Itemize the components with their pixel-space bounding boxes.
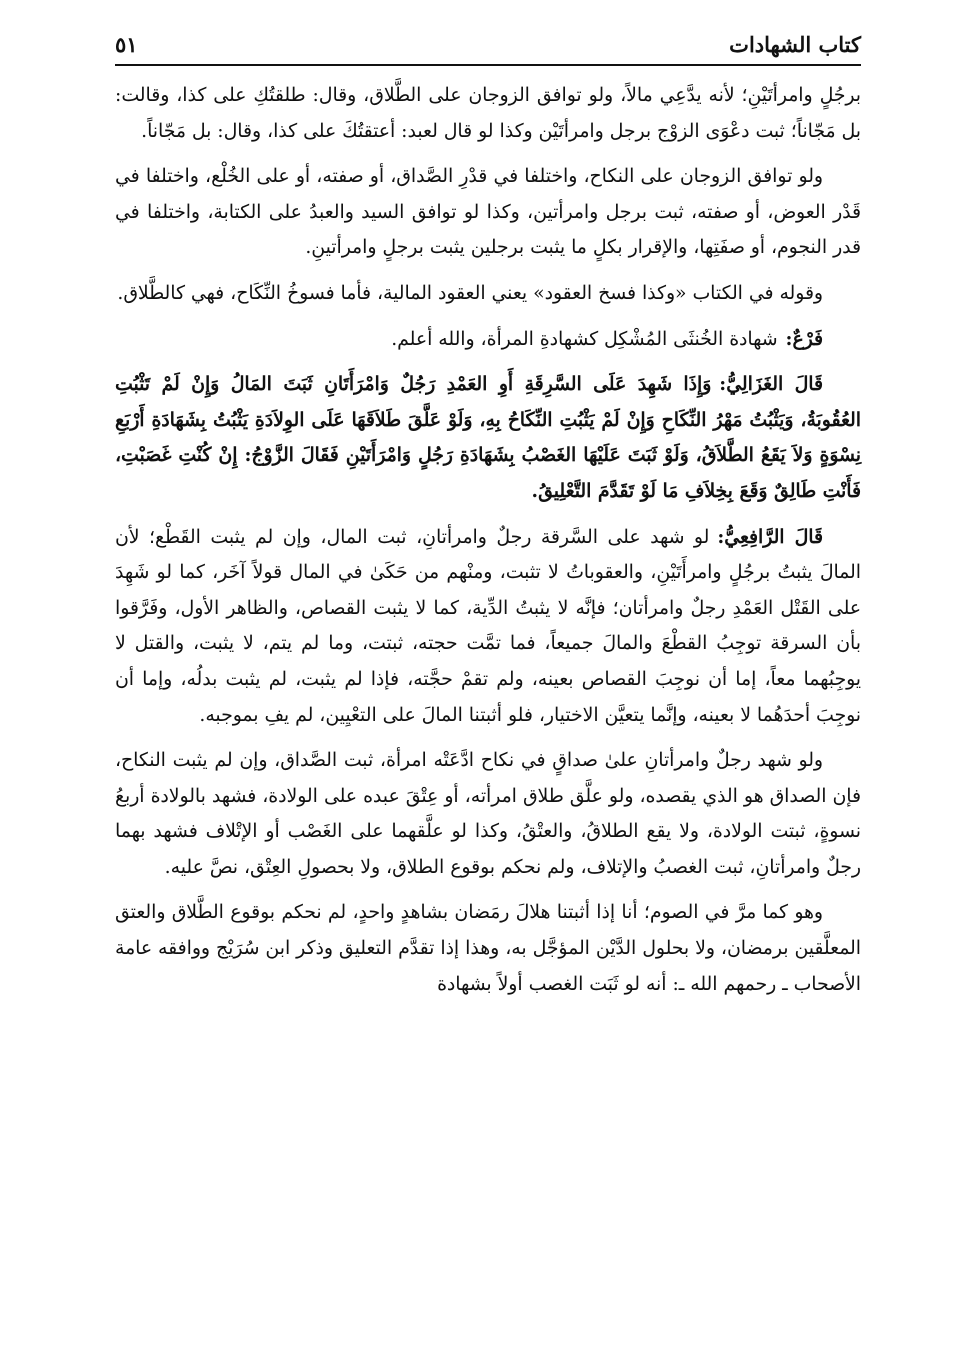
paragraph-text: وَإِذَا شَهِدَ عَلَى السَّرِقَةِ أَوِ العَمْدِ رَجُلٌ وَامْرَأَتَانِ ثَبَتَ المَالُ وَإِنْ لَمْ تَثْبُتِ العُقُوبَةُ، وَيَثْبُتُ مَهْرُ النِّكَاحِ وَإِنْ لَمْ يَثْبُتِ النِّكَاحُ بِهِ، وَلَوْ عَلَّقَ طَلاَقَهَا عَلَى الوِلاَدَةِ يَثْبُتُ بِشَهَادَةِ أَرْبَعِ نِسْوَةٍ وَلاَ يَقَعُ الطَّلاَقُ، وَلَوْ ثَبَتَ عَلَيْهَا الغَصْبُ بِشَهَادَةِ رَجُلٍ وَامْرَأَتَيْنِ فَقَالَ الزَّوْجُ: إِنْ كُنْتِ غَصَبْتِ، فَأَنْتِ طَالِقٌ وَقَعَ بِخِلاَفِ مَا لَوْ تَقَدَّمَ التَّعْلِيقُ.	[115, 373, 861, 502]
page-number: ٥١	[115, 32, 138, 57]
paragraph-text: لو شهد على السَّرقة رجلٌ وامرأتانِ، ثبت المال، وإن لم يثبت القَطْع؛ لأن المالَ يثبتُ برجُلٍ وامرأَتَيْنِ، والعقوباتُ لا تثبت، ومنْهم من حَكَىٰ في المال قولاً آخَر، كما لو شَهِدَ على القَتْل العَمْدِ رجلٌ وامرأتان؛ فإنَّه لا يثبتُ الدِّية، كما لا يثبت القصاص، والظاهر الأول، وفَرَّقوا بأن السرقة توجِبُ القطْعَ والمالَ جميعاً، فما تمَّت حجته، ثبتت، وما لم يتم، لا يثبت، والقتل لا يوجِبُهما معاً، إما أن نوجِبَ القصاص بعينه، ولم تقمْ حجَّته، فإذا لم يثبت، لم يثبت بدلُه، وإما أن نوجِبَ أحدَهُما لا بعينه، وإنَّما يتعيَّن الاختيار، فلو أثبتنا المالَ على التعْيِين، لم يفِ بموجبه.	[115, 526, 861, 726]
paragraph-5-ghazali	[115, 367, 861, 509]
book-page	[115, 30, 861, 1012]
page-header	[115, 30, 861, 66]
paragraph-lead: فَرْعٌ:	[785, 327, 823, 350]
paragraph-text: ولو توافق الزوجان على النكاح، واختلفا في قدْرِ الصَّداق، أو صفته، أو على الخُلْع، واختلفا في قَدْر العوض، أو صفته، ثبت برجل وامرأتين، وكذا لو توافق السيد والعبدُ على الكتابة، واختلفا في قدر النجوم، أو صفَتِها، والإقرار بكلٍ ما يثبت برجلين يثبت برجلٍ وامرأتينِ.	[115, 166, 861, 259]
paragraph-text: وهو كما مرَّ في الصوم؛ أنا إذا أثبتنا هلالَ رمَضان بشاهدٍ واحدٍ، لم نحكم بوقوع الطَّلاق والعتق المعلَّقين برمضان، ولا بحلول الدَّيْن المؤجَّل به، وهذا إذا تقدَّم التعليق وذكر ابن سُرَيْج ووافقه عامة الأصحاب ـ رحمهم الله ـ: أنه لو ثَبَت الغصب أولاً بشهادة	[115, 902, 861, 995]
paragraph-8	[115, 895, 861, 1002]
paragraph-3	[115, 276, 861, 312]
paragraph-text: شهادة الخُنثَى المُشْكِل كشهادةِ المرأة، والله أعلم.	[391, 328, 778, 350]
paragraph-lead: قَالَ الرَّافِعِيُّ:	[717, 525, 823, 548]
paragraph-lead: قَالَ الغَزَالِيُّ:	[719, 373, 824, 396]
paragraph-text: ولو شهد رجلٌ وامرأتانِ علىٰ صداقٍ في نكاح ادَّعَتْه امرأة، ثبت الصَّداق، وإن لم يثبت النكاح، فإن الصداق هو الذي يقصده، ولو علَّق طلاق امرأته، أو عِتْقَ عبده على الولادة، فشهد بالولادة أربعُ نسوةٍ، ثبتت الولادة، ولا يقع الطلاقُ، والعتْقُ، وكذا لو علَّقهما على الغَصْب أو الإتْلاف فشهد بهما رجلٌ وامرأتانِ، ثبت الغصبُ والإتلاف، ولم نحكم بوقوع الطلاق، ولا بحصولِ العِتْق، نصَّ عليه.	[115, 750, 861, 878]
paragraph-7	[115, 743, 861, 885]
paragraph-6-rafii	[115, 520, 861, 734]
paragraph-1	[115, 78, 861, 149]
paragraph-2	[115, 159, 861, 266]
running-title: كتاب الشهادات	[729, 32, 861, 57]
paragraph-text: وقوله في الكتاب «وكذا فسخ العقود» يعني العقود المالية، فأما فسوخُ النِّكَاح، فهي كالطَّلاق.	[117, 282, 823, 304]
paragraph-text: برجُلٍ وامرأتَيْنِ؛ لأنه يدَّعِي مالاً، ولو توافق الزوجان على الطَّلاق، وقال: طلقتُكِ على كذا، وقالت: بل مَجّاناً؛ ثبت دعْوَى الزوْج برجل وامرأتَيْن وكذا لو قال لعبد: أعتقتُكَ على كذا، وقال: بل مَجّاناً.	[115, 85, 861, 142]
body-text	[115, 78, 861, 1002]
paragraph-4-far	[115, 322, 861, 358]
